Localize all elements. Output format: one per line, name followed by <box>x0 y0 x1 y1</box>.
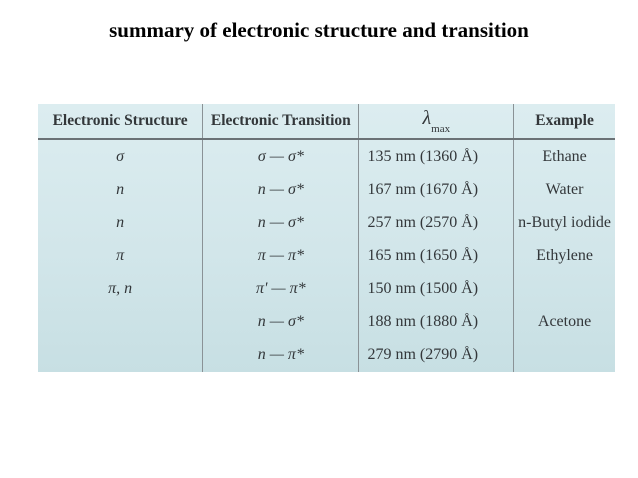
transition-cell: n — σ* <box>203 306 359 339</box>
table-row <box>38 239 615 272</box>
example-cell: Ethane <box>542 147 587 165</box>
transition-cell: σ — σ* <box>203 139 359 173</box>
structure-cell: π, n <box>38 273 203 306</box>
transition-cell: π — π* <box>203 239 359 272</box>
example-cell: n-Butyl iodide <box>518 213 611 231</box>
transition-table <box>38 104 615 372</box>
slide-title: summary of electronic structure and transition <box>109 18 529 42</box>
lambda-cell: 167 nm (1670 Å) <box>359 173 514 206</box>
table-row <box>38 306 615 339</box>
table-photo <box>38 104 615 372</box>
table-header-row <box>38 104 615 139</box>
structure-cell: n <box>38 206 203 239</box>
transition-cell: n — σ* <box>203 206 359 239</box>
lambda-cell: 165 nm (1650 Å) <box>359 239 514 272</box>
header-example: Example <box>514 104 615 139</box>
example-cell <box>514 273 615 306</box>
transition-cell: π' — π* <box>203 273 359 306</box>
example-cell: Ethylene <box>536 246 593 264</box>
structure-cell: n <box>38 173 203 206</box>
table-row <box>38 173 615 206</box>
lambda-cell: 135 nm (1360 Å) <box>359 139 514 173</box>
structure-cell: σ <box>38 139 203 173</box>
lambda-cell: 257 nm (2570 Å) <box>359 206 514 239</box>
header-lambda-max <box>359 104 514 139</box>
structure-cell: π <box>38 239 203 272</box>
transition-cell: n — π* <box>203 339 359 372</box>
structure-cell <box>38 339 203 372</box>
lambda-cell: 150 nm (1500 Å) <box>359 273 514 306</box>
lambda-symbol: λ <box>422 107 432 129</box>
header-electronic-transition: Electronic Transition <box>203 104 359 139</box>
lambda-cell: 279 nm (2790 Å) <box>359 339 514 372</box>
example-cell: Water <box>545 180 584 198</box>
structure-cell <box>38 306 203 339</box>
transition-cell: n — σ* <box>203 173 359 206</box>
table-row <box>38 273 615 306</box>
header-electronic-structure: Electronic Structure <box>38 104 203 139</box>
lambda-subscript: max <box>431 123 451 135</box>
table-row <box>38 139 615 173</box>
table-row <box>38 339 615 372</box>
example-cell: Acetone <box>537 313 592 331</box>
lambda-cell: 188 nm (1880 Å) <box>359 306 514 339</box>
example-cell <box>514 339 615 372</box>
table-row <box>38 206 615 239</box>
